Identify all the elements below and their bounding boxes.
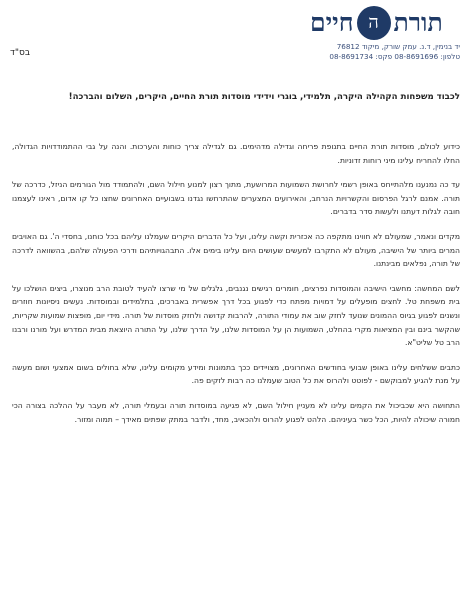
letter-paragraph: כידוע לכולם, מוסדות תורת החיים בתנופת פריחה וגדילה מדהימים. גם לגדילה צריך כוחות והערכות. והנה על גבי ההתמודדויות הגדולה, החלו להחריח עלינו מיני רוחות זדוניות. [12, 142, 460, 165]
logo-text-right: תורת [393, 8, 443, 37]
logo-emblem-icon: ה [357, 6, 391, 40]
letter-paragraph: כתבים ששלחים עלינו באופן שבועי בחודשים האחרונים, מצויידים ככך בתמונות ומידע מקומים עלינו, שלא בחולים בשום אמצעי ושום מעשה על מנת להגיע למבוקשם - לפוטט ולהרוס את כל הטוב שעמלנו כה רבות לזקים פה. [12, 362, 460, 386]
bsd-heading: בס"ד [10, 48, 31, 58]
institution-logo [310, 6, 460, 62]
letter-paragraph: לשם המחשה: מחשבי הישיבה והמוסדות נפרצים, חומרים רגישים נגנבים, גלגלים של מי שרצו להעיד לטובת הרב מנוצרו, ביצים הושלכו על בית משפחת טל. לחצים מופעלים על דמויות מפתח כדי לפגוע בכל דרך אפשרית באברכים, בתלמידים ובמוסדות. נעשים ניסיונות חוזרים ונשנים לפגוע בגיוס ההמונים שנועד לחזק שוב את עמודי התורה, להרבות קדושה ולחזק מוסדות של תורה. מידי יום, מופצות שמועות שקריות, שהקשר בינם ובין המציאות מקרי בהחלט, השמועות הן על המוסדות שלנו, על הדרך שלנו, על התורה היוצאת מבית המדרש ועל מורנו ורבנו הרב טל שליט"א. [12, 283, 460, 348]
letter-body [12, 140, 460, 437]
institution-address: יד בנימין, ד.נ. עמק שורק, מיקוד 76812 [336, 42, 460, 51]
letter-salutation: לכבוד משפחות הקהילה היקרה, תלמידי, בוגרי וידידי מוסדות תורת החיים, היקרים, השלום והברכה! [68, 92, 460, 102]
logo-text-left: חיים [310, 8, 354, 37]
letter-paragraph: עד כה נמנענו מלהתייחס באופן רשמי לחרושת השמועות המרושעת, מתוך רצון למנוע חילול השם, ולהתמודד מול הגורמים הניזל, כדרכה של תורה. אמנם לרגל הפרסום והקשרויות הנרחב, והאירועים המצערים שהתרחשו נגדנו בשבועיים האחרונים שחצו כל קו אדום, ראינו לעצמנו חובה לגלות דעתנו ולעשות סדר בדברים. [12, 180, 460, 217]
institution-phones: טלפון: 08-8691696 פקס: 08-8691734 [329, 52, 460, 61]
letter-paragraph: מקדים ונאמר, שמעולם לא חווינו מתקפה כה אכזרית וקשה עלינו, ועל כל הדברים היקרים שעמלנו עליהם בכל כוחנו, בחסדי ה'. גם האויבים המרים ביותר של הישיבה, מעולם לא התקרבו למעשים שעושים היום עלינו בימים אלו. התבהגויותיהם ודרכי הפעולה שלהם, בהשוואה לדרכה של תורה, נפלאים מבינתנו. [12, 231, 460, 269]
letter-paragraph: התחושה היא שכביכול את הקמים עלינו לא מעניין חילול השם, לא פגיעה במוסדות תורה ובעמלי תורה, לא מעבר על ההלכה בצורה הכי חמורה שיכולה להיות, הכל כשר בעיניהם. הלהט לפגוע להרוס ולהכאיב, מחד, ולדבר במתק שפתים מאידך – תמוה ומזור. [12, 400, 460, 424]
logo-wordmark [310, 6, 460, 40]
